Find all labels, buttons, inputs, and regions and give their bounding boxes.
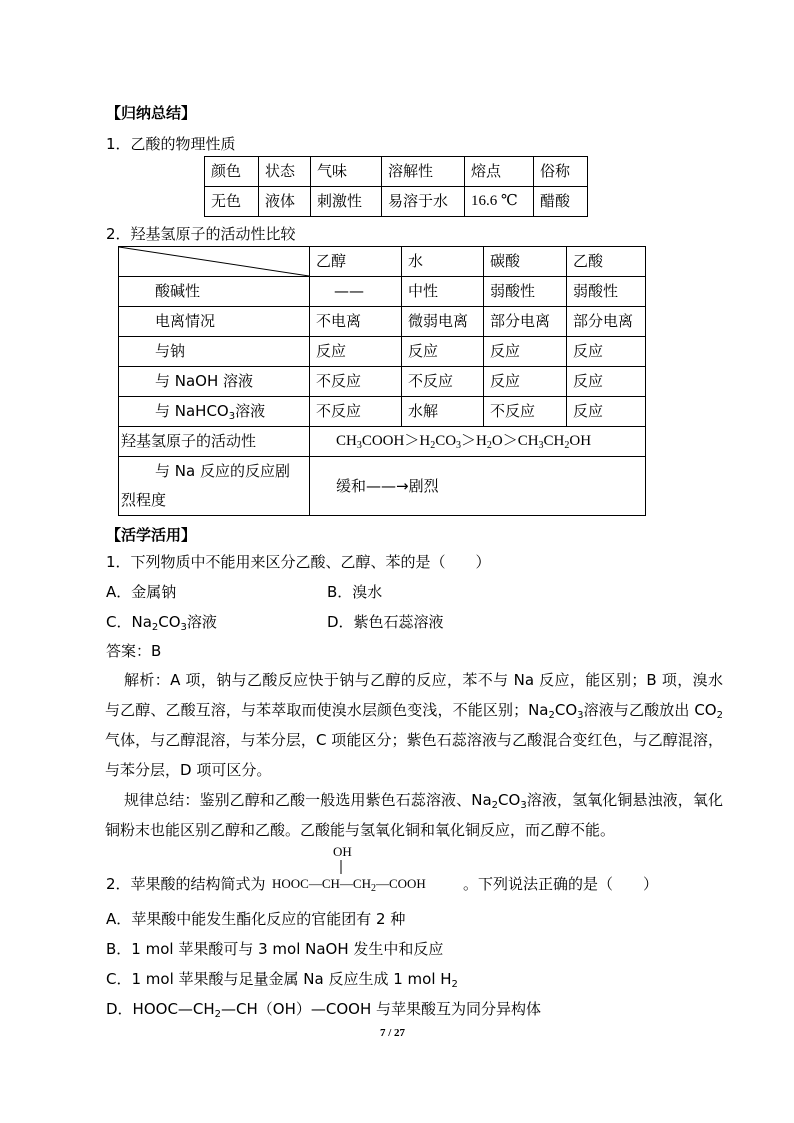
- table-cell: 不反应: [484, 397, 567, 427]
- table-row: [119, 457, 646, 516]
- subscript: 3: [228, 411, 236, 422]
- table-cell: 反应: [484, 367, 567, 397]
- table-cell: 反应: [310, 337, 402, 367]
- na-reaction-degree: 缓和——→剧烈: [310, 457, 646, 516]
- table-cell: 反应: [402, 337, 484, 367]
- table-cell: 易溶于水: [382, 187, 465, 217]
- table-cell: 微弱电离: [402, 307, 484, 337]
- item1-title: 1．乙酸的物理性质: [106, 135, 236, 153]
- structure-bond: [340, 860, 342, 874]
- column-header: 水: [402, 247, 484, 277]
- diagonal-line: [119, 247, 309, 276]
- q1-rule-summary: 规律总结：鉴别乙醇和乙酸一般选用紫色石蕊溶液、$Na_2CO_3$溶液，氢氧化铜悬浊液，氧化铜粉末也能区别乙醇和乙酸。乙酸能与氢氧化铜和氧化铜反应，而乙醇不能。: [105, 791, 723, 839]
- table-cell: 部分电离: [484, 307, 567, 337]
- row-label: 与 NaOH 溶液: [119, 367, 310, 397]
- row-label: [119, 457, 310, 516]
- table-cell: 水解: [402, 397, 484, 427]
- table-cell: 反应: [567, 337, 646, 367]
- table-row: [119, 337, 646, 367]
- q2-option-a: A．苹果酸中能发生酯化反应的官能团有 2 种: [106, 910, 406, 928]
- table-cell: 中性: [402, 277, 484, 307]
- label-line: 烈程度: [121, 491, 167, 509]
- table-cell: 无色: [205, 187, 259, 217]
- column-header: 碳酸: [484, 247, 567, 277]
- table-row: [119, 307, 646, 337]
- table-row: [119, 427, 646, 457]
- label-text: 与 NaHCO: [155, 402, 229, 420]
- table-row: [119, 247, 646, 277]
- table-row: [205, 157, 588, 187]
- q1-option-d: D．紫色石蕊溶液: [327, 613, 444, 631]
- table-cell: 气味: [311, 157, 382, 187]
- table-cell: 反应: [567, 397, 646, 427]
- table-cell: 刺激性: [311, 187, 382, 217]
- row-label: 羟基氢原子的活动性: [119, 427, 310, 457]
- column-header: 乙酸: [567, 247, 646, 277]
- page-number: 7 / 27: [380, 1027, 406, 1039]
- table-cell: 不反应: [310, 367, 402, 397]
- row-label: 与钠: [119, 337, 310, 367]
- table-cell: 状态: [259, 157, 311, 187]
- column-header: 乙醇: [310, 247, 402, 277]
- activity-formula: $CH_3COOH>H_2CO_3>H_2O>CH_3CH_2OH$: [310, 427, 646, 457]
- row-label: 电离情况: [119, 307, 310, 337]
- table-cell: ——: [310, 277, 402, 307]
- malic-acid-structure: $HOOC—CH—CH_2—COOH$: [272, 876, 426, 894]
- table-cell: 液体: [259, 187, 311, 217]
- table-cell: 俗称: [534, 157, 588, 187]
- q1-answer: 答案：B: [106, 642, 162, 660]
- q1-stem: 1．下列物质中不能用来区分乙酸、乙醇、苯的是（ ）: [106, 553, 491, 571]
- row-label: [119, 397, 310, 427]
- physical-properties-table: [204, 156, 588, 217]
- table-cell: 熔点: [465, 157, 534, 187]
- table-cell: 16.6 ℃: [465, 187, 534, 217]
- hydroxyl-comparison-table: [118, 246, 646, 516]
- practice-heading: 【活学活用】: [106, 526, 197, 544]
- table-cell: 反应: [567, 367, 646, 397]
- table-cell: 不反应: [310, 397, 402, 427]
- table-cell: 弱酸性: [484, 277, 567, 307]
- label-line: 与 Na 反应的反应剧: [155, 462, 290, 480]
- table-cell: 不反应: [402, 367, 484, 397]
- q1-option-b: B．溴水: [327, 583, 383, 601]
- q2-option-b: B．1 mol 苹果酸可与 3 mol NaOH 发生中和反应: [106, 940, 444, 958]
- q2-stem-prefix: 2．苹果酸的结构简式为: [106, 875, 266, 893]
- table-row: [205, 187, 588, 217]
- q1-analysis: 解析：A 项，钠与乙酸反应快于钠与乙醇的反应，苯不与 Na 反应，能区别；B 项，溴水与乙醇、乙酸互溶，与苯萃取而使溴水层颜色变浅，不能区别；$Na_2CO_3$溶液与乙酸放出 $CO_2$气体，与乙醇混溶，与苯分层，C 项能区分；紫色石蕊溶液与乙酸混合变红色，与乙醇混溶，与苯分层，D 项可区分。: [105, 671, 723, 779]
- structure-oh: OH: [333, 844, 352, 859]
- item2-title: 2．羟基氢原子的活动性比较: [106, 225, 296, 243]
- q2-option-d: D．$HOOC—CH_2—CH(OH)—COOH$ 与苹果酸互为同分异构体: [106, 1000, 542, 1020]
- summary-heading: 【归纳总结】: [106, 104, 197, 122]
- table-cell: 颜色: [205, 157, 259, 187]
- table-row: [119, 367, 646, 397]
- table-cell: 醋酸: [534, 187, 588, 217]
- q2-stem-suffix: 。下列说法正确的是（ ）: [463, 875, 659, 893]
- row-label: 酸碱性: [119, 277, 310, 307]
- label-text: 溶液: [235, 402, 266, 420]
- q1-option-a: A．金属钠: [106, 583, 177, 601]
- table-cell: 部分电离: [567, 307, 646, 337]
- table-row: [119, 277, 646, 307]
- table-cell: 不电离: [310, 307, 402, 337]
- diagonal-header-cell: [119, 247, 310, 277]
- table-cell: 反应: [484, 337, 567, 367]
- table-cell: 弱酸性: [567, 277, 646, 307]
- table-cell: 溶解性: [382, 157, 465, 187]
- q1-option-c: C．$Na_2CO_3$溶液: [106, 613, 217, 633]
- q2-option-c: C．1 mol 苹果酸与足量金属 Na 反应生成 1 mol $H_2$: [106, 970, 458, 990]
- table-row: [119, 397, 646, 427]
